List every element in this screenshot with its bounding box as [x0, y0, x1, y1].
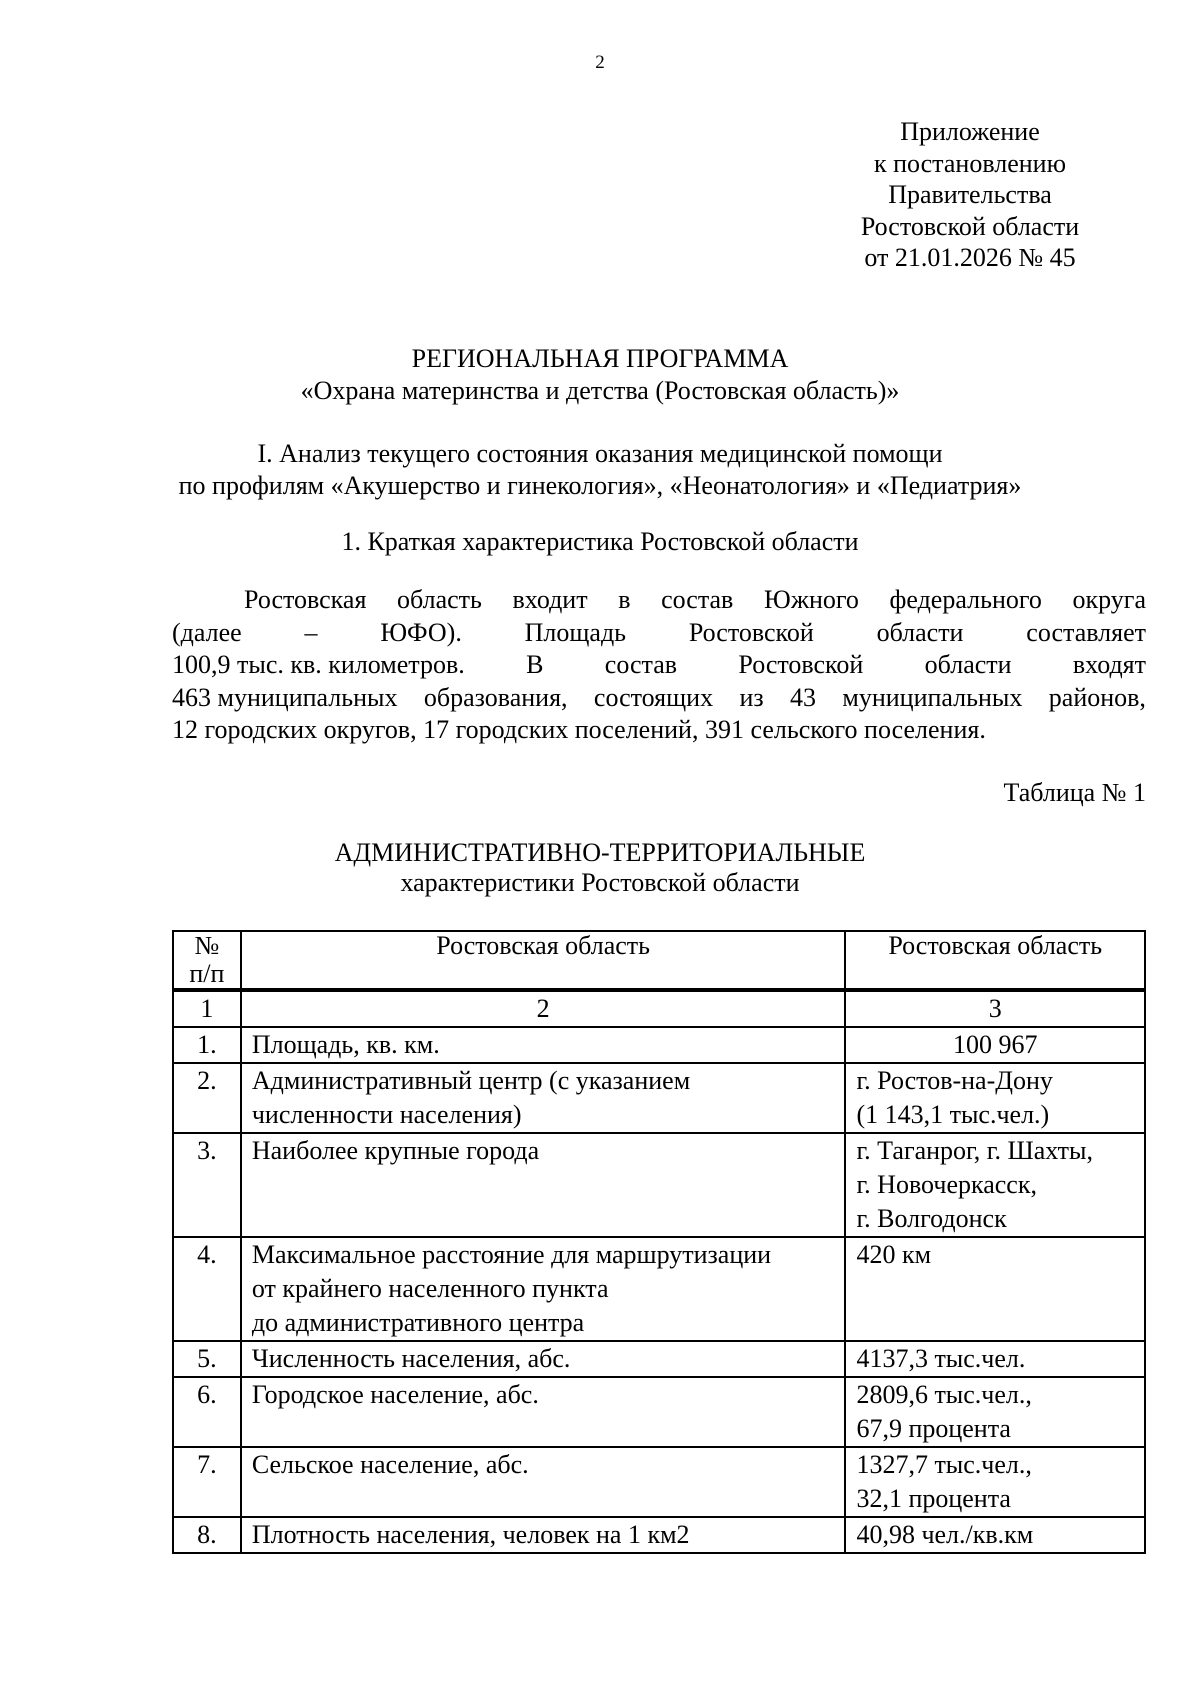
row-value: г. Ростов-на-Дону (1 143,1 тыс.чел.)	[845, 1063, 1145, 1133]
row-value: 420 км	[845, 1237, 1145, 1341]
appendix-line: от 21.01.2026 № 45	[864, 243, 1076, 272]
paragraph-word: область	[397, 585, 482, 614]
row-label: Максимальное расстояние для маршрутизации от крайнего населенного пункта до административного центра	[241, 1237, 846, 1341]
row-value: 40,98 чел./кв.км	[845, 1517, 1145, 1553]
paragraph-word: Ростовской	[738, 650, 864, 679]
paragraph-word: Ростовской	[688, 617, 814, 647]
table-title-block	[0, 838, 1200, 898]
table-row	[173, 1063, 1145, 1133]
table-title: АДМИНИСТРАТИВНО-ТЕРРИТОРИАЛЬНЫЕ	[334, 838, 866, 867]
row-number: 6.	[173, 1377, 241, 1447]
paragraph-word: входят	[1072, 650, 1146, 679]
table-label: Таблица № 1	[1003, 778, 1146, 807]
paragraph-word: –	[304, 617, 318, 647]
row-number: 4.	[173, 1237, 241, 1341]
row-label: Плотность населения, человек на 1 км2	[241, 1517, 846, 1553]
paragraph-word: в	[618, 585, 631, 614]
row-number: 7.	[173, 1447, 241, 1517]
table-row	[173, 1237, 1145, 1341]
page-number: 2	[595, 52, 605, 73]
row-value: 100 967	[845, 1027, 1145, 1063]
paragraph-line: 12 городских округов, 17 городских поселений, 391 сельского поселения.	[172, 715, 986, 744]
paragraph-word: муниципальных	[842, 682, 1023, 712]
paragraph-word: федерального	[889, 585, 1042, 614]
body-paragraph	[172, 584, 1146, 747]
paragraph-word: Ростовская	[244, 585, 367, 614]
paragraph-word: состоящих	[593, 682, 714, 712]
paragraph-word: В	[526, 650, 544, 679]
table-body	[173, 931, 1145, 1553]
appendix-line: Правительства	[888, 180, 1052, 209]
section-title-line: I. Анализ текущего состояния оказания медицинской помощи	[257, 439, 943, 468]
row-label: Наиболее крупные города	[241, 1133, 846, 1237]
row-number: 2.	[173, 1063, 241, 1133]
header-num: № п/п	[173, 931, 241, 990]
table-row	[173, 1517, 1145, 1553]
index-cell: 2	[241, 990, 846, 1027]
program-subtitle: «Охрана материнства и детства (Ростовская область)»	[300, 376, 900, 405]
header-col3: Ростовская область	[845, 931, 1145, 990]
paragraph-word: 43	[790, 682, 817, 712]
paragraph-word: 100,9 тыс. кв. километров.	[172, 650, 465, 679]
paragraph-word: Площадь	[524, 617, 627, 647]
program-title-block	[0, 343, 1200, 407]
paragraph-line	[172, 617, 1146, 650]
paragraph-word: составляет	[1026, 617, 1146, 647]
appendix-line: к постановлению	[873, 148, 1067, 178]
row-label: Городское население, абс.	[241, 1377, 846, 1447]
paragraph-word: состав	[661, 585, 734, 614]
subsection-title: 1. Краткая характеристика Ростовской области	[341, 527, 859, 556]
section-title-line: по профилям «Акушерство и гинекология», «Неонатология» и «Педиатрия»	[178, 471, 1022, 500]
table-row	[173, 1133, 1145, 1237]
section-title-block	[0, 438, 1200, 502]
row-label: Сельское население, абс.	[241, 1447, 846, 1517]
row-number: 1.	[173, 1027, 241, 1063]
table-row	[173, 1341, 1145, 1377]
index-cell: 3	[845, 990, 1145, 1027]
appendix-line: Приложение	[900, 117, 1040, 146]
paragraph-line	[172, 649, 1146, 682]
row-value: 1327,7 тыс.чел., 32,1 процента	[845, 1447, 1145, 1517]
row-number: 8.	[173, 1517, 241, 1553]
paragraph-word: 463 муниципальных	[172, 682, 398, 712]
table-row	[173, 1447, 1145, 1517]
table-index-row	[173, 990, 1145, 1027]
appendix-line: Ростовской области	[860, 211, 1080, 241]
paragraph-word: области	[924, 650, 1012, 679]
paragraph-word: образования,	[423, 682, 568, 712]
row-value: 4137,3 тыс.чел.	[845, 1341, 1145, 1377]
paragraph-word: области	[876, 617, 964, 647]
paragraph-word: округа	[1072, 585, 1146, 614]
index-cell: 1	[173, 990, 241, 1027]
paragraph-word: ЮФО).	[380, 617, 462, 647]
paragraph-word: Южного	[763, 585, 859, 614]
paragraph-line	[172, 584, 1146, 617]
row-number: 3.	[173, 1133, 241, 1237]
row-label: Численность населения, абс.	[241, 1341, 846, 1377]
paragraph-word: из	[739, 682, 764, 712]
row-number: 5.	[173, 1341, 241, 1377]
paragraph-word: состав	[604, 650, 678, 679]
row-label: Административный центр (с указанием численности населения)	[241, 1063, 846, 1133]
paragraph-word: входит	[512, 585, 588, 614]
table-row	[173, 1027, 1145, 1063]
row-value: 2809,6 тыс.чел., 67,9 процента	[845, 1377, 1145, 1447]
appendix-block	[820, 116, 1120, 274]
table-row	[173, 1377, 1145, 1447]
program-title: РЕГИОНАЛЬНАЯ ПРОГРАММА	[411, 344, 789, 373]
table-header-row	[173, 931, 1145, 990]
paragraph-word: (далее	[172, 617, 242, 647]
paragraph-line	[172, 682, 1146, 715]
characteristics-table	[172, 930, 1146, 1554]
paragraph-word: районов,	[1048, 682, 1146, 712]
table-subtitle: характеристики Ростовской области	[400, 868, 800, 897]
row-value: г. Таганрог, г. Шахты, г. Новочеркасск, г. Волгодонск	[845, 1133, 1145, 1237]
row-label: Площадь, кв. км.	[241, 1027, 846, 1063]
header-col2: Ростовская область	[241, 931, 846, 990]
